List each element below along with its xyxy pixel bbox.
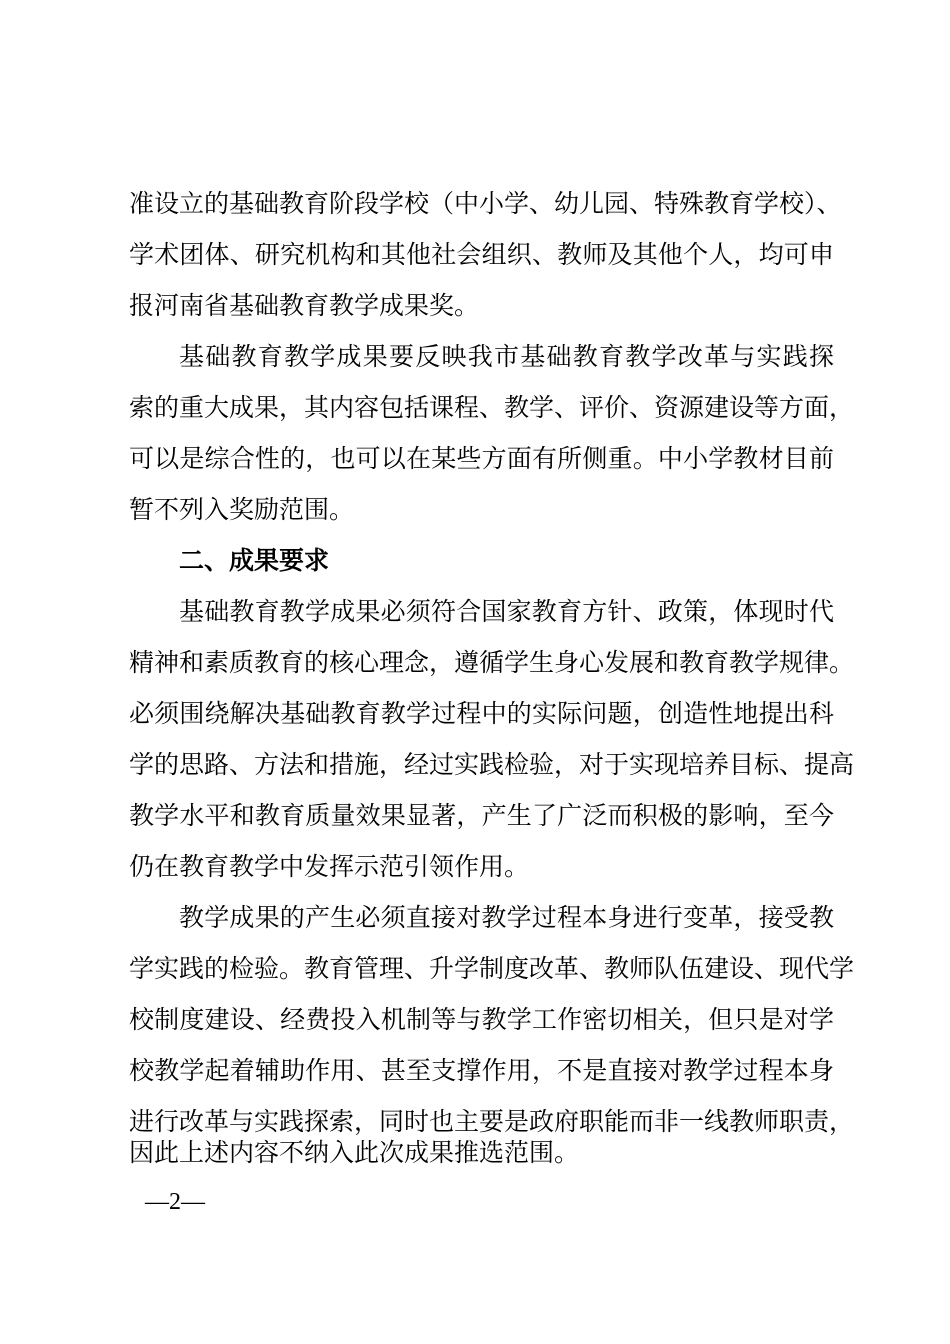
- text-line: 学术团体、研究机构和其他社会组织、教师及其他个人，均可申: [129, 240, 834, 269]
- text-line: 教学成果的产生必须直接对教学过程本身进行变革，接受教: [179, 903, 834, 932]
- text-line: 准设立的基础教育阶段学校（中小学、幼儿园、特殊教育学校）、: [129, 189, 842, 218]
- text-line: 暂不列入奖励范围。: [129, 495, 355, 524]
- text-line: 校教学起着辅助作用、甚至支撑作用，不是直接对教学过程本身: [129, 1056, 834, 1085]
- section-heading: 二、成果要求: [179, 546, 330, 575]
- page-number: —2—: [145, 1189, 205, 1215]
- text-line: 报河南省基础教育教学成果奖。: [129, 291, 480, 320]
- text-line: 可以是综合性的，也可以在某些方面有所侧重。中小学教材目前: [129, 444, 834, 473]
- text-line: 教学水平和教育质量效果显著，产生了广泛而积极的影响，至今: [129, 801, 834, 830]
- text-line: 学的思路、方法和措施，经过实践检验，对于实现培养目标、提高: [129, 750, 855, 779]
- text-line: 索的重大成果，其内容包括课程、教学、评价、资源建设等方面，: [129, 393, 855, 422]
- text-line: 学实践的检验。教育管理、升学制度改革、教师队伍建设、现代学: [129, 954, 855, 983]
- text-line: 基础教育教学成果要反映我市基础教育教学改革与实践探: [179, 342, 834, 371]
- text-line: 仍在教育教学中发挥示范引领作用。: [129, 852, 530, 881]
- text-line: 基础教育教学成果必须符合国家教育方针、政策，体现时代: [179, 597, 834, 626]
- text-line: 校制度建设、经费投入机制等与教学工作密切相关，但只是对学: [129, 1005, 834, 1034]
- text-line: 精神和素质教育的核心理念，遵循学生身心发展和教育教学规律。: [129, 648, 855, 677]
- text-line: 必须围绕解决基础教育教学过程中的实际问题，创造性地提出科: [129, 699, 834, 728]
- text-line: 因此上述内容不纳入此次成果推选范围。: [129, 1138, 580, 1167]
- text-line: 进行改革与实践探索，同时也主要是政府职能而非一线教师职责，: [129, 1107, 855, 1136]
